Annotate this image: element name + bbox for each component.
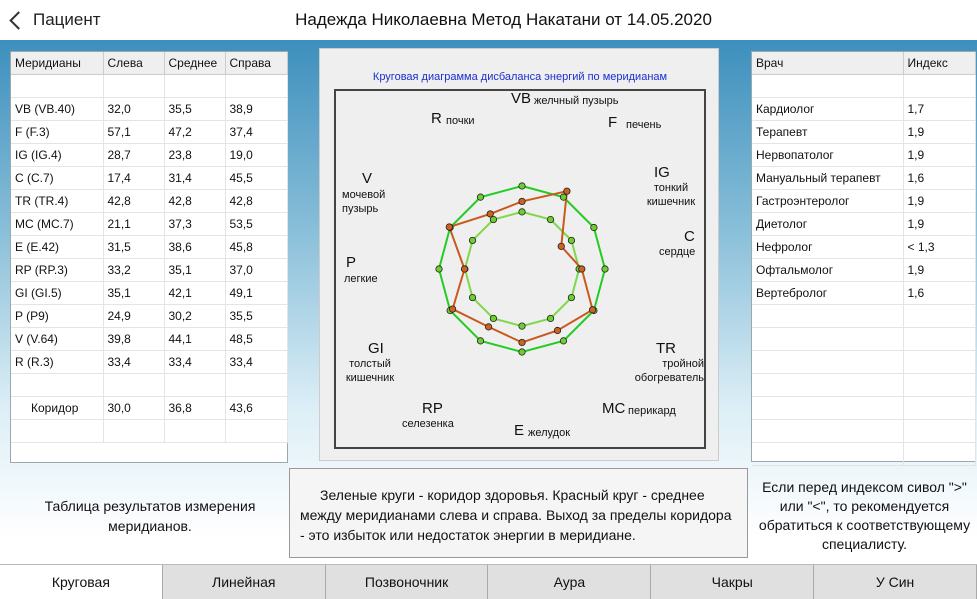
value-cell: 30,0 (103, 397, 164, 420)
column-header: Меридианы (11, 52, 103, 75)
data-point-r (487, 211, 493, 217)
table-row (752, 167, 975, 190)
index-cell: 1,9 (903, 121, 975, 144)
index-cell: 1,6 (903, 167, 975, 190)
axis-label-tr: TR (656, 340, 676, 357)
table-row (752, 259, 975, 282)
column-header: Среднее (164, 52, 225, 75)
axis-label-gi: GI (368, 340, 384, 357)
index-cell: 1,9 (903, 213, 975, 236)
table-row (752, 420, 975, 443)
table-row (11, 374, 287, 397)
axis-label-r: R (431, 110, 442, 127)
axis-label-rp: RP (422, 400, 443, 417)
value-cell: 35,1 (164, 259, 225, 282)
value-cell: 33,4 (103, 351, 164, 374)
meridian-name-cell: E (E.42) (11, 236, 103, 259)
doctor-cell (752, 397, 903, 420)
axis-desc-f: печень (626, 119, 662, 131)
table-header-row (752, 52, 975, 75)
axis-label-vb: VB (511, 90, 532, 107)
axis-desc-c: сердце (659, 246, 696, 258)
table-row (752, 374, 975, 397)
value-cell (225, 420, 287, 443)
axis-desc-tr: тройной обогреватель (634, 358, 704, 384)
table-row (752, 328, 975, 351)
value-cell: 32,0 (103, 98, 164, 121)
doctors-table (752, 52, 976, 466)
meridian-name-cell (11, 75, 103, 98)
value-cell: 42,1 (164, 282, 225, 305)
tab-6[interactable]: У Син (814, 565, 977, 599)
doctor-cell (752, 443, 903, 466)
data-point-rp (485, 324, 491, 330)
data-point-gi (449, 306, 455, 312)
index-cell: 1,9 (903, 259, 975, 282)
index-cell (903, 374, 975, 397)
value-cell: 43,6 (225, 397, 287, 420)
data-point-rp (490, 315, 496, 321)
index-cell: 1,7 (903, 98, 975, 121)
table-row (752, 213, 975, 236)
doctor-cell (752, 75, 903, 98)
value-cell: 53,5 (225, 213, 287, 236)
index-cell (903, 75, 975, 98)
tab-bar (0, 564, 977, 599)
value-cell: 37,0 (225, 259, 287, 282)
value-cell: 38,9 (225, 98, 287, 121)
back-label: Пациент (33, 10, 101, 29)
data-point-v (446, 224, 452, 230)
table-row (11, 420, 287, 443)
value-cell: 35,5 (164, 98, 225, 121)
table-header-row (11, 52, 287, 75)
data-point-ig (591, 224, 597, 230)
table-row (11, 75, 287, 98)
doctor-cell: Гастроэнтеролог (752, 190, 903, 213)
tab-1[interactable]: Круговая (0, 565, 163, 599)
tab-5[interactable]: Чакры (651, 565, 814, 599)
value-cell: 21,1 (103, 213, 164, 236)
axis-label-ig: IG (654, 164, 670, 181)
value-cell: 39,8 (103, 328, 164, 351)
value-cell: 57,1 (103, 121, 164, 144)
index-cell (903, 420, 975, 443)
axis-desc-mc: перикард (628, 405, 676, 417)
column-header: Слева (103, 52, 164, 75)
chart-frame (334, 89, 706, 449)
meridian-name-cell: R (R.3) (11, 351, 103, 374)
table-row (752, 98, 975, 121)
index-cell (903, 397, 975, 420)
data-point-gi (469, 294, 475, 300)
data-point-vb (519, 198, 525, 204)
value-cell: 31,5 (103, 236, 164, 259)
index-cell (903, 305, 975, 328)
radar-chart (336, 91, 704, 447)
doctor-cell: Диетолог (752, 213, 903, 236)
axis-label-c: C (684, 228, 695, 245)
value-cell (103, 75, 164, 98)
table-row (11, 167, 287, 190)
value-cell: 48,5 (225, 328, 287, 351)
index-cell (903, 328, 975, 351)
meridian-name-cell: C (C.7) (11, 167, 103, 190)
table-row (11, 282, 287, 305)
value-cell: 37,3 (164, 213, 225, 236)
value-cell: 44,1 (164, 328, 225, 351)
tab-3[interactable]: Позвоночник (326, 565, 489, 599)
table-row (752, 190, 975, 213)
doctor-cell (752, 351, 903, 374)
index-note: Если перед индексом сивол ">" или "<", то рекомендуется обратиться к соответствующему специалисту. (758, 479, 971, 552)
doctor-cell: Мануальный терапевт (752, 167, 903, 190)
value-cell: 23,8 (164, 144, 225, 167)
value-cell: 36,8 (164, 397, 225, 420)
doctor-cell: Вертебролог (752, 282, 903, 305)
tab-2[interactable]: Линейная (163, 565, 326, 599)
index-cell (903, 443, 975, 466)
data-point-f (560, 194, 566, 200)
axis-desc-e: желудок (528, 427, 571, 439)
doctor-cell (752, 328, 903, 351)
doctor-cell: Офтальмолог (752, 259, 903, 282)
value-cell: 33,2 (103, 259, 164, 282)
meridian-name-cell (11, 420, 103, 443)
table-row (11, 236, 287, 259)
value-cell: 30,2 (164, 305, 225, 328)
value-cell (103, 420, 164, 443)
value-cell (164, 75, 225, 98)
table-row (752, 236, 975, 259)
table-row (752, 282, 975, 305)
value-cell: 42,8 (225, 190, 287, 213)
value-cell: 19,0 (225, 144, 287, 167)
axis-desc-p: легкие (344, 273, 378, 285)
table-row (11, 259, 287, 282)
data-point-ig (568, 237, 574, 243)
value-cell (164, 374, 225, 397)
value-cell: 49,1 (225, 282, 287, 305)
table-row (11, 351, 287, 374)
axis-desc-r: почки (446, 115, 475, 127)
value-cell (164, 420, 225, 443)
index-cell: < 1,3 (903, 236, 975, 259)
index-cell: 1,9 (903, 144, 975, 167)
value-cell: 33,4 (225, 351, 287, 374)
meridian-name-cell (11, 374, 103, 397)
table-row (752, 144, 975, 167)
data-point-r (477, 194, 483, 200)
data-point-f (564, 188, 570, 194)
doctor-cell (752, 305, 903, 328)
doctor-cell (752, 420, 903, 443)
data-point-c (579, 266, 585, 272)
value-cell: 45,5 (225, 167, 287, 190)
value-cell: 24,9 (103, 305, 164, 328)
meridian-name-cell: GI (GI.5) (11, 282, 103, 305)
meridian-name-cell: RP (RP.3) (11, 259, 103, 282)
data-point-p (461, 266, 467, 272)
table-note: Таблица результатов измерения меридианов. (44, 498, 256, 534)
data-point-e (519, 339, 525, 345)
doctors-table-panel (751, 51, 976, 462)
axis-label-e: E (514, 422, 525, 439)
value-cell: 37,4 (225, 121, 287, 144)
value-cell: 42,8 (164, 190, 225, 213)
value-cell: 35,5 (225, 305, 287, 328)
axis-label-v: V (362, 170, 373, 187)
value-cell (225, 374, 287, 397)
data-point-tr (568, 294, 574, 300)
data-point-mc (547, 315, 553, 321)
page-title: Надежда Николаевна Метод Накатани от 14.05.2020 (295, 10, 712, 29)
column-header: Справа (225, 52, 287, 75)
axis-desc-gi: толстый кишечник (345, 358, 395, 384)
meridian-table (11, 52, 288, 443)
data-point-vb (519, 209, 525, 215)
value-cell (103, 374, 164, 397)
table-row (752, 75, 975, 98)
table-row (752, 121, 975, 144)
index-cell: 1,9 (903, 190, 975, 213)
value-cell (225, 75, 287, 98)
column-header: Индекс (903, 52, 975, 75)
doctor-cell: Терапевт (752, 121, 903, 144)
axis-desc-vb: желчный пузырь (534, 95, 619, 107)
data-point-mc (554, 327, 560, 333)
index-cell: 1,6 (903, 282, 975, 305)
meridian-name-cell: V (V.64) (11, 328, 103, 351)
column-header: Врач (752, 52, 903, 75)
legend-note: Зеленые круги - коридор здоровья. Красный круг - среднее между меридианами слева и справа. Выход за пределы коридора - это избыток или недостаток энергии в меридиане. (289, 468, 748, 558)
meridian-name-cell: P (P9) (11, 305, 103, 328)
axis-desc-ig: тонкий кишечник (646, 182, 696, 208)
table-row (752, 397, 975, 420)
value-cell: 35,1 (103, 282, 164, 305)
chart-title: Круговая диаграмма дисбаланса энергий по меридианам (372, 71, 668, 83)
axis-desc-rp: селезенка (402, 418, 454, 430)
table-row (11, 121, 287, 144)
value-cell: 38,6 (164, 236, 225, 259)
value-cell: 17,4 (103, 167, 164, 190)
table-row (752, 305, 975, 328)
data-point-p (436, 266, 442, 272)
axis-label-p: P (346, 254, 357, 271)
value-cell: 33,4 (164, 351, 225, 374)
data-point-mc (560, 338, 566, 344)
index-cell (903, 351, 975, 374)
table-row (11, 305, 287, 328)
axis-label-mc: MC (602, 400, 626, 417)
axis-label-f: F (608, 114, 618, 131)
data-point-rp (477, 338, 483, 344)
table-row (11, 190, 287, 213)
table-row (11, 144, 287, 167)
table-row (11, 328, 287, 351)
meridian-name-cell: MC (MC.7) (11, 213, 103, 236)
table-row (752, 443, 975, 466)
meridian-name-cell: TR (TR.4) (11, 190, 103, 213)
data-point-e (519, 323, 525, 329)
meridian-name-cell: F (F.3) (11, 121, 103, 144)
meridian-name-cell: IG (IG.4) (11, 144, 103, 167)
data-point-c (602, 266, 608, 272)
series-line-corridor-lower (465, 212, 579, 326)
meridian-table-panel (10, 51, 288, 463)
value-cell: 28,7 (103, 144, 164, 167)
meridian-name-cell: VB (VB.40) (11, 98, 103, 121)
axis-desc-v: мочевой пузырь (342, 189, 386, 215)
tab-4[interactable]: Аура (488, 565, 651, 599)
data-point-e (519, 349, 525, 355)
table-row (11, 98, 287, 121)
data-point-ig (558, 243, 564, 249)
doctor-cell (752, 374, 903, 397)
table-row (752, 351, 975, 374)
value-cell: 45,8 (225, 236, 287, 259)
doctor-cell: Нефролог (752, 236, 903, 259)
value-cell: 31,4 (164, 167, 225, 190)
table-row (11, 397, 287, 420)
data-point-v (469, 237, 475, 243)
value-cell: 47,2 (164, 121, 225, 144)
table-row (11, 213, 287, 236)
value-cell: 42,8 (103, 190, 164, 213)
data-point-tr (589, 307, 595, 313)
top-bar (0, 0, 977, 40)
radar-chart-panel (319, 48, 719, 461)
doctor-cell: Кардиолог (752, 98, 903, 121)
meridian-name-cell: Коридор (11, 397, 103, 420)
data-point-f (547, 216, 553, 222)
data-point-vb (519, 183, 525, 189)
doctor-cell: Нервопатолог (752, 144, 903, 167)
